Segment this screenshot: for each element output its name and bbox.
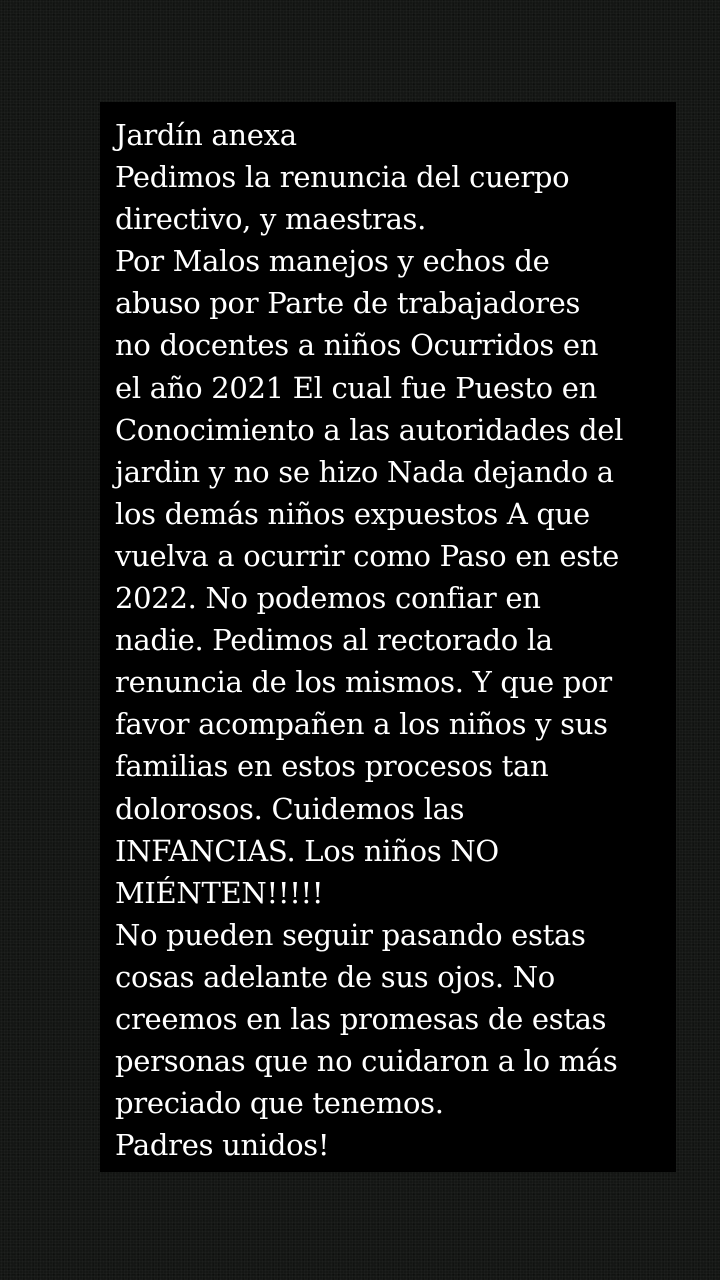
story-text-line: No pueden seguir pasando estas	[115, 917, 586, 952]
story-text-line: Por Malos manejos y echos de	[115, 244, 550, 279]
story-text-line: jardin y no se hizo Nada dejando a	[115, 454, 614, 489]
story-text-line: renuncia de los mismos. Y que por	[115, 665, 612, 700]
story-text-line: creemos en las promesas de estas	[115, 1001, 607, 1036]
story-text-line: preciado que tenemos.	[115, 1086, 444, 1121]
story-text-line: Padres unidos!	[115, 1128, 330, 1163]
story-text-line: familias en estos procesos tan	[115, 749, 549, 784]
story-text-line: dolorosos. Cuidemos las	[115, 791, 465, 826]
story-text-line: los demás niños expuestos A que	[115, 496, 590, 531]
story-text-line: Conocimiento a las autoridades del	[115, 412, 624, 447]
story-text-line: INFANCIAS. Los niños NO	[115, 833, 499, 868]
story-text-line: favor acompañen a los niños y sus	[115, 707, 608, 742]
story-text-line: el año 2021 El cual fue Puesto en	[115, 370, 597, 405]
story-text-line: cosas adelante de sus ojos. No	[115, 959, 555, 994]
story-text-line: directivo, y maestras.	[115, 202, 427, 237]
story-text-line: personas que no cuidaron a lo más	[115, 1044, 618, 1079]
story-text-box	[100, 102, 676, 1172]
story-text-line: Jardín anexa	[115, 118, 297, 152]
story-text-line: no docentes a niños Ocurridos en	[115, 328, 599, 363]
story-text-line: Pedimos la renuncia del cuerpo	[115, 160, 570, 195]
story-text-line: abuso por Parte de trabajadores	[115, 286, 581, 321]
story-text-line: nadie. Pedimos al rectorado la	[115, 623, 553, 658]
story-text-line: MIÉNTEN!!!!!	[115, 875, 324, 910]
story-text-line: vuelva a ocurrir como Paso en este	[115, 538, 620, 573]
story-text-line: 2022. No podemos confiar en	[115, 581, 541, 616]
